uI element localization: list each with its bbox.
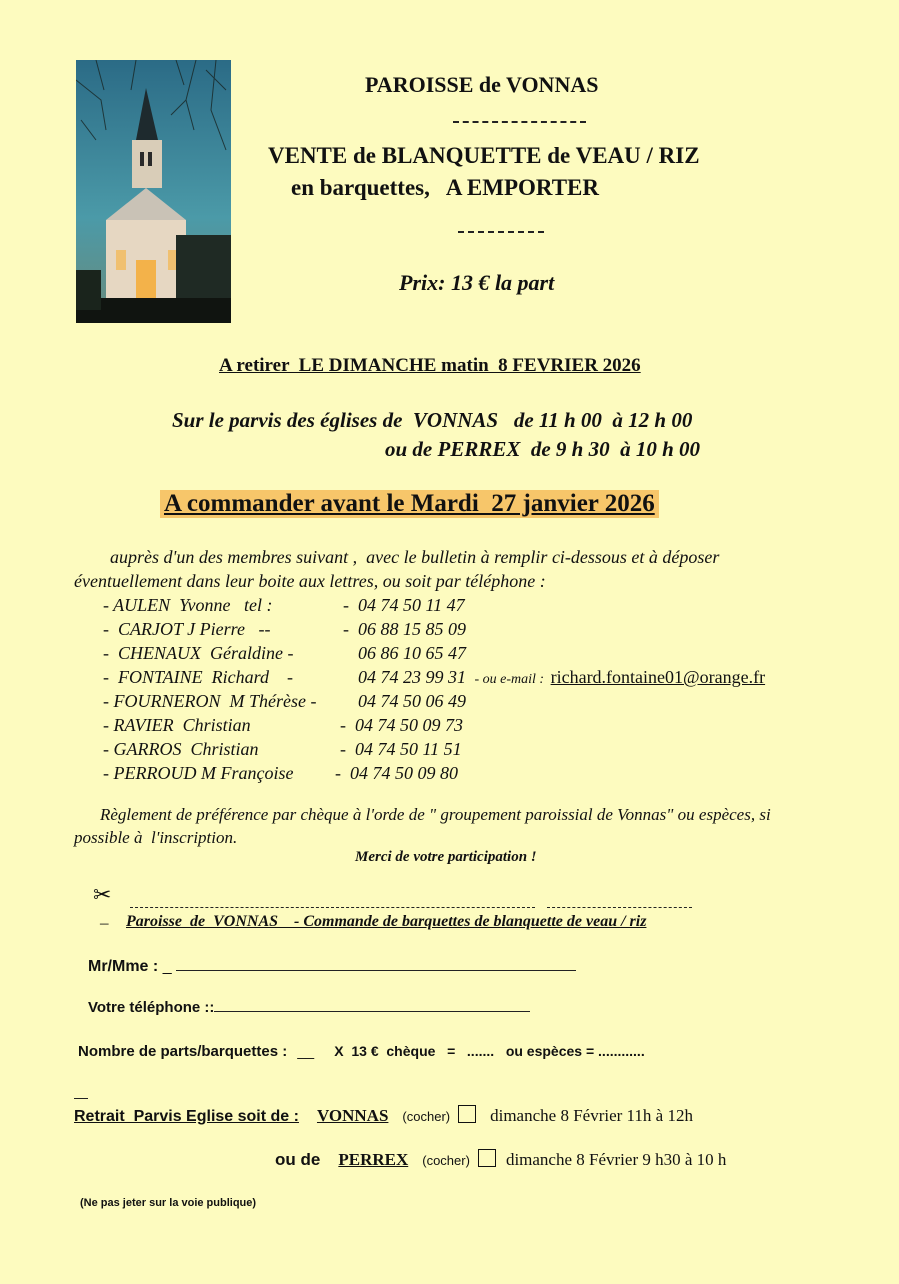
payment-line-1: Règlement de préférence par chèque à l'orde de " groupement paroissial de Vonnas" ou espèces, si (100, 805, 771, 824)
perrex-time: dimanche 8 Février 9 h30 à 10 h (505, 1150, 727, 1169)
footer-note: (Ne pas jeter sur la voie publique) (80, 1197, 257, 1209)
vonnas-label: VONNAS (316, 1106, 389, 1125)
retrait-marker (74, 1098, 88, 1099)
ou-de-label: ou de (275, 1150, 321, 1169)
vonnas-time: dimanche 8 Février 11h à 12h (490, 1106, 693, 1125)
quantity-calc: X 13 € chèque = ....... ou espèces = ............ (334, 1043, 645, 1059)
contact-phone: - 04 74 50 11 47 (343, 595, 465, 615)
contact-name: - PERROUD M Françoise (103, 763, 294, 783)
contact-row (103, 715, 463, 736)
parish-title: PAROISSE de VONNAS (365, 72, 599, 97)
email-label: - ou e-mail : (474, 672, 545, 687)
phone-input-line[interactable] (214, 1011, 530, 1012)
contact-row (103, 739, 462, 760)
order-deadline: A commander avant le Mardi 27 janvier 2026 (160, 490, 659, 518)
contact-phone: 04 74 50 06 49 (358, 691, 466, 711)
quantity-blank[interactable]: __ (297, 1043, 315, 1060)
thanks-message: Merci de votre participation ! (355, 849, 537, 865)
form-title-dash: – (100, 913, 109, 932)
contact-phone: - 04 74 50 11 51 (340, 739, 462, 759)
contact-row (103, 763, 458, 784)
retrait-perrex-row (275, 1149, 726, 1170)
vonnas-cocher: (cocher) (402, 1109, 451, 1124)
contact-phone: - 04 74 50 09 73 (340, 715, 463, 735)
contact-row (103, 667, 765, 688)
contact-phone: 06 86 10 65 47 (358, 643, 466, 663)
contact-name: - AULEN Yvonne tel : (103, 595, 273, 615)
separator-1 (453, 110, 586, 128)
retrait-vonnas-row (74, 1105, 693, 1126)
contact-row (103, 619, 466, 640)
contact-phone: 04 74 23 99 31 (358, 667, 466, 687)
contact-name: - CARJOT J Pierre -- (103, 619, 271, 639)
price-label: Prix: 13 € la part (399, 270, 555, 295)
intro-line-1: auprès d'un des membres suivant , avec le bulletin à remplir ci-dessous et à déposer (110, 547, 720, 567)
contact-row (103, 643, 466, 664)
church-photo (76, 60, 231, 323)
sale-subtitle: en barquettes, A EMPORTER (291, 175, 600, 200)
scissors-icon: ✂ (93, 882, 112, 907)
name-field[interactable] (88, 958, 576, 976)
vonnas-checkbox[interactable] (458, 1105, 476, 1123)
perrex-label: PERREX (338, 1150, 409, 1169)
payment-line-2: possible à l'inscription. (74, 828, 238, 847)
contact-name: - CHENAUX Géraldine - (103, 643, 294, 663)
retrait-label: Retrait Parvis Eglise soit de : (74, 1108, 299, 1125)
contact-phone: - 04 74 50 09 80 (335, 763, 458, 783)
contact-row (103, 595, 465, 616)
cut-line (130, 895, 692, 913)
contact-name: - FONTAINE Richard - (103, 667, 293, 687)
pickup-title: A retirer LE DIMANCHE matin 8 FEVRIER 2026 (219, 355, 641, 376)
pickup-vonnas: Sur le parvis des églises de VONNAS de 11 h 00 à 12 h 00 (172, 408, 693, 432)
perrex-cocher: (cocher) (422, 1153, 470, 1168)
name-prefix: _ (162, 958, 172, 975)
quantity-label: Nombre de parts/barquettes : (78, 1043, 288, 1060)
perrex-checkbox[interactable] (478, 1149, 496, 1167)
contact-name: - FOURNERON M Thérèse - (103, 691, 317, 711)
separator-2 (458, 220, 544, 238)
name-input-line[interactable] (176, 970, 576, 971)
email-link[interactable]: richard.fontaine01@orange.fr (550, 667, 766, 687)
contact-phone: - 06 88 15 85 09 (343, 619, 466, 639)
contact-name: - RAVIER Christian (103, 715, 251, 735)
quantity-field[interactable] (78, 1043, 645, 1060)
pickup-perrex: ou de PERREX de 9 h 30 à 10 h 00 (385, 437, 701, 461)
contact-name: - GARROS Christian (103, 739, 259, 759)
contact-row (103, 691, 466, 712)
sale-title: VENTE de BLANQUETTE de VEAU / RIZ (268, 143, 700, 168)
name-label: Mr/Mme : (88, 958, 159, 975)
form-title: Paroisse de VONNAS - Commande de barquettes de blanquette de veau / riz (126, 913, 647, 930)
church-illustration (76, 60, 231, 323)
phone-label: Votre téléphone :: (88, 999, 215, 1016)
phone-field[interactable] (88, 999, 530, 1016)
intro-line-2: éventuellement dans leur boite aux lettres, ou soit par téléphone : (74, 571, 546, 591)
